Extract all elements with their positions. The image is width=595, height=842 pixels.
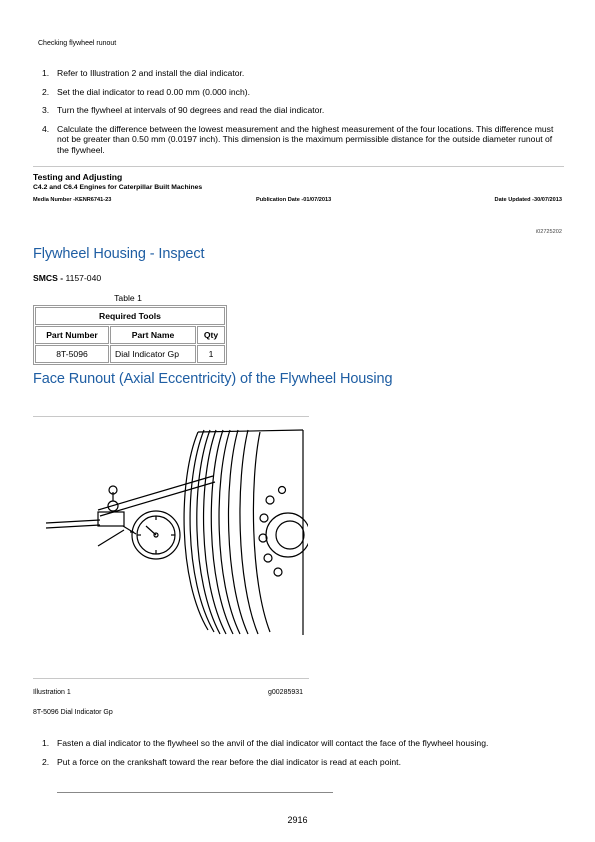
table-caption: Table 1 <box>114 293 142 303</box>
section-divider <box>33 166 564 167</box>
smcs-line <box>33 273 101 284</box>
table-row <box>35 345 225 363</box>
illustration-bottom-rule <box>33 678 309 679</box>
page-title: Flywheel Housing - Inspect <box>33 246 205 262</box>
page-header: Checking flywheel runout <box>38 40 117 47</box>
illustration-label: Illustration 1 <box>33 689 71 696</box>
media-number: Media Number -KENR6741-23 <box>33 197 112 203</box>
table-heading: Required Tools <box>35 307 225 325</box>
runout-steps-list <box>38 68 564 163</box>
list-item: 1. Refer to Illustration 2 and install the dial indicator. <box>42 68 245 78</box>
table-cell: 8T-5096 <box>35 345 109 363</box>
table-cell: 1 <box>197 345 225 363</box>
illustration-figure <box>38 420 308 680</box>
footer-rule <box>57 792 333 793</box>
illustration-caption: 8T-5096 Dial Indicator Gp <box>33 709 113 716</box>
doc-section-name: Testing and Adjusting <box>33 172 123 182</box>
list-item: 2. Set the dial indicator to read 0.00 mm (0.000 inch). <box>42 86 250 97</box>
illustration-top-rule <box>33 416 309 417</box>
section-subtitle: Face Runout (Axial Eccentricity) of the Flywheel Housing <box>33 371 393 387</box>
flywheel-dial-indicator-drawing <box>38 420 308 680</box>
illustration-code: g00285931 <box>268 689 304 696</box>
doc-engines: C4.2 and C6.4 Engines for Caterpillar Built Machines <box>33 184 203 191</box>
column-header: Part Name <box>110 326 196 344</box>
smcs-label: SMCS - <box>33 273 64 283</box>
publication-date: Publication Date -01/07/2013 <box>256 197 332 203</box>
table-cell: Dial Indicator Gp <box>110 345 196 363</box>
page-number: 2916 <box>287 815 308 825</box>
list-item: 1. Fasten a dial indicator to the flywheel so the anvil of the dial indicator will contact the face of the flywheel housing. <box>42 738 489 748</box>
list-item: 3. Turn the flywheel at intervals of 90 degrees and read the dial indicator. <box>42 105 325 115</box>
face-runout-steps-list <box>38 738 564 775</box>
smcs-code: 1157-040 <box>65 273 102 283</box>
required-tools-table <box>33 305 227 365</box>
doc-id: i02725202 <box>535 229 562 235</box>
column-header: Part Number <box>35 326 109 344</box>
list-item: 2. Put a force on the crankshaft toward the rear before the dial indicator is read at each point. <box>42 756 401 767</box>
column-header: Qty <box>197 326 225 344</box>
date-updated: Date Updated -30/07/2013 <box>494 197 562 203</box>
list-item: 4. Calculate the difference between the lowest measurement and the highest measurement of the four locations. This difference must not be greater than 0.50 mm (0.0197 inch). This dimension is the maximum permissible distance for the outside diameter runout of the flywheel. <box>42 123 554 155</box>
